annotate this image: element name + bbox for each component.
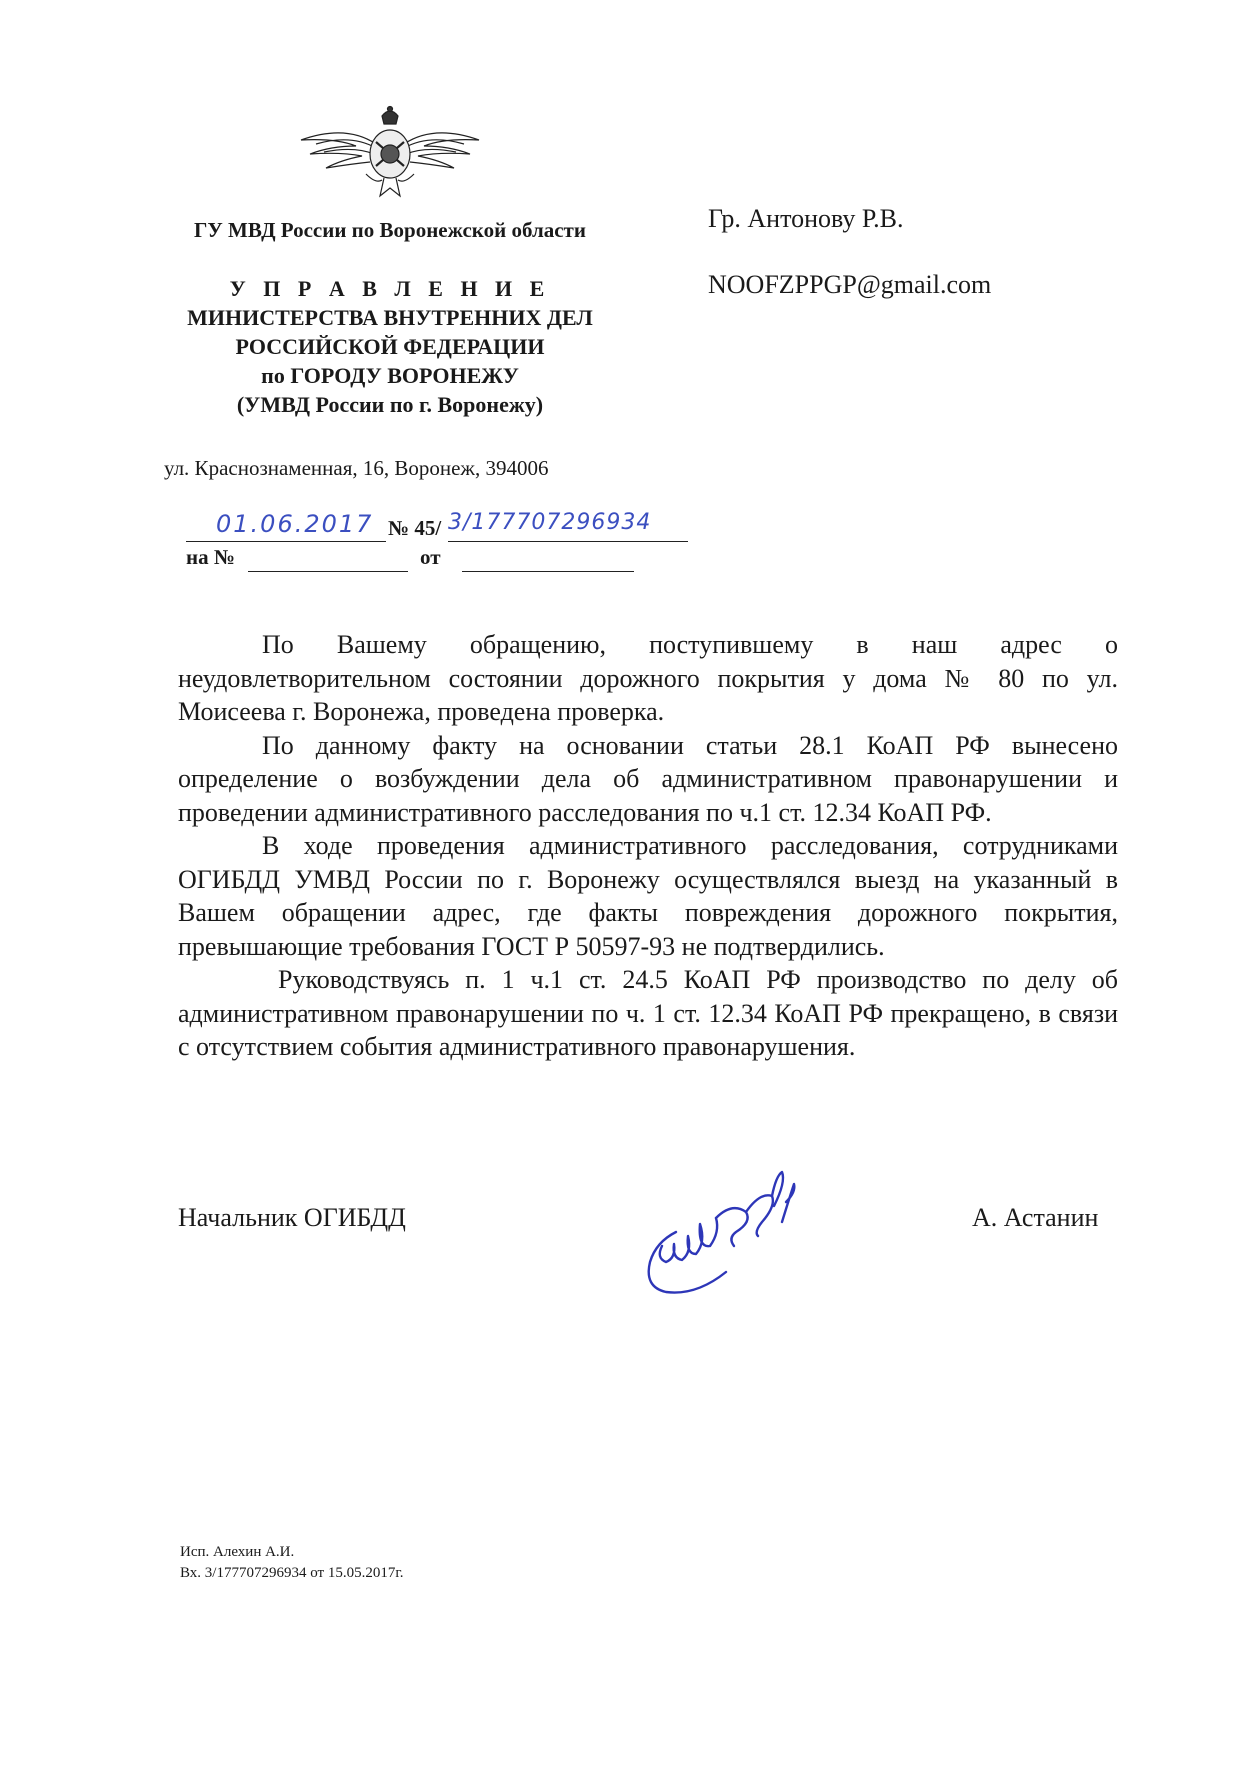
in-reply-reference: [186, 545, 646, 575]
org-title: У П Р А В Л Е Н И Е: [229, 276, 551, 301]
org-line: РОССИЙСКОЙ ФЕДЕРАЦИИ: [235, 334, 545, 359]
reference-number-label: № 45/: [388, 516, 442, 540]
body-paragraph: В ходе проведения административного расследования, сотрудниками ОГИБДД УМВД России по г. Воронежу осуществлялся выезд на указанный в Вашем обращении адрес, где факты повреждения дорожного покрытия, превышающие требования ГОСТ Р 50597-93 не подтвердились.: [178, 831, 1118, 961]
reference-number: 3/177707296934: [448, 510, 688, 542]
document-footer: [180, 1542, 404, 1584]
recipient-name: Гр. Антонову Р.В.: [708, 204, 904, 233]
executor-note: Исп. Алехин А.И.: [180, 1544, 295, 1560]
body-paragraph: По данному факту на основании статьи 28.1 КоАП РФ вынесено определение о возбуждении дела об административном правонарушении и проведении административного расследования по ч.1 ст. 12.34 КоАП РФ.: [178, 730, 1118, 827]
ministry-name: ГУ МВД России по Воронежской области: [194, 218, 586, 242]
org-short-name: (УМВД России по г. Воронежу): [236, 392, 544, 417]
in-reply-date-blank: [462, 545, 634, 572]
in-reply-label: на №: [186, 545, 235, 569]
in-reply-from-label: от: [420, 545, 441, 569]
outgoing-reference: [186, 510, 686, 546]
signatory-name: А. Астанин: [972, 1203, 1099, 1232]
body-paragraph: Руководствуясь п. 1 ч.1 ст. 24.5 КоАП РФ производство по делу об административном правонарушении по ч. 1 ст. 12.34 КоАП РФ прекращено, в связи с отсутствием события административного правонарушения.: [178, 965, 1118, 1061]
handwritten-signature: [636, 1162, 816, 1312]
incoming-reference-note: Вх. 3/177707296934 от 15.05.2017г.: [180, 1565, 404, 1581]
org-line: по ГОРОДУ ВОРОНЕЖУ: [261, 363, 519, 388]
organization-block: [140, 274, 640, 419]
ministry-emblem-icon: [296, 104, 484, 204]
letter-body: [178, 628, 1118, 1064]
reference-date: 01.06.2017: [186, 510, 386, 542]
in-reply-number-blank: [248, 545, 408, 572]
recipient-email: NOOFZPPGP@gmail.com: [708, 270, 992, 299]
sender-address: ул. Краснознаменная, 16, Воронеж, 394006: [164, 456, 549, 480]
org-line: МИНИСТЕРСТВА ВНУТРЕННИХ ДЕЛ: [187, 305, 593, 330]
body-paragraph: По Вашему обращению, поступившему в наш адрес о неудовлетворительном состоянии дорожного покрытия у дома № 80 по ул. Моисеева г. Воронежа, проведена проверка.: [178, 630, 1118, 726]
signatory-title: Начальник ОГИБДД: [178, 1203, 406, 1232]
